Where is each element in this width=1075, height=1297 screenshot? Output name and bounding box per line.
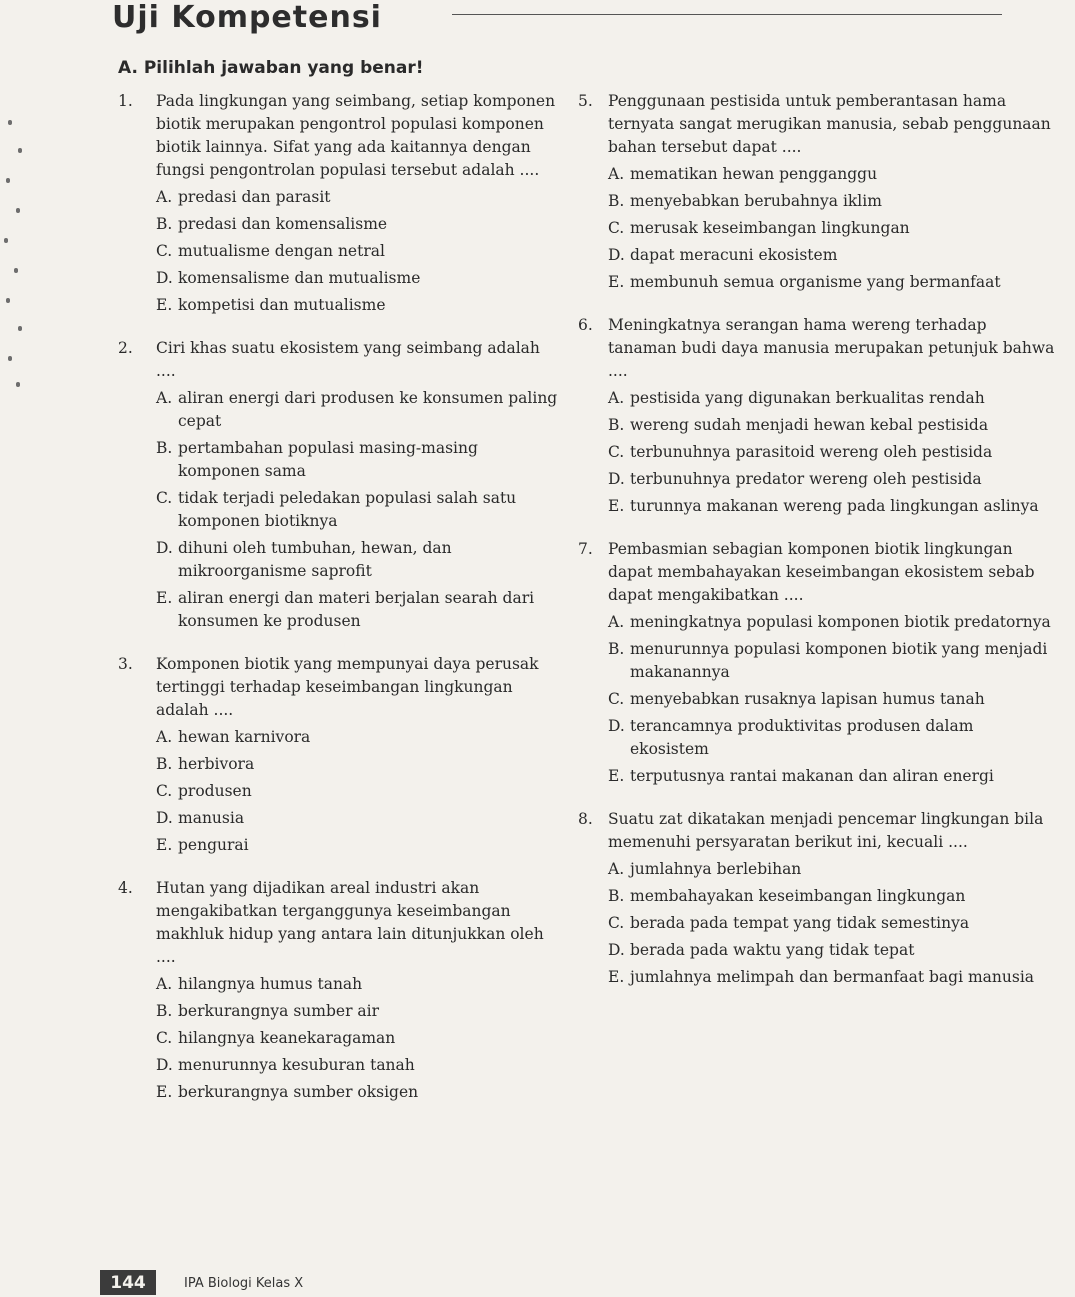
option-letter: D. (608, 470, 625, 488)
option-a (118, 973, 558, 996)
option-b (118, 213, 558, 236)
option-text: mematikan hewan pengganggu (630, 165, 878, 183)
question-number: 8. (578, 810, 593, 828)
option-d (118, 537, 558, 583)
option-c (118, 487, 558, 533)
option-text: terbunuhnya predator wereng oleh pestisida (630, 470, 982, 488)
option-text: membahayakan keseimbangan lingkungan (630, 887, 966, 905)
title-rule (452, 14, 1002, 15)
option-e (118, 587, 558, 633)
option-letter: B. (608, 192, 625, 210)
option-letter: B. (608, 887, 625, 905)
question-2 (118, 337, 558, 633)
option-letter: A. (608, 613, 625, 631)
option-text: mutualisme dengan netral (178, 242, 385, 260)
question-stem (118, 653, 558, 722)
option-text: manusia (178, 809, 245, 827)
option-d (578, 715, 1056, 761)
option-letter: B. (156, 439, 173, 457)
option-a (578, 611, 1056, 634)
option-text: pertambahan populasi masing-masing komponen sama (178, 439, 478, 480)
option-text: aliran energi dari produsen ke konsumen paling cepat (178, 389, 558, 430)
option-c (578, 688, 1056, 711)
page-footer (100, 1270, 500, 1295)
question-text: Pada lingkungan yang seimbang, setiap komponen biotik merupakan pengontrol populasi komponen biotik lainnya. Sifat yang ada kaitannya dengan fungsi pengontrolan populasi tersebut adalah .... (156, 92, 556, 179)
option-letter: B. (156, 1002, 173, 1020)
option-b (578, 190, 1056, 213)
option-letter: E. (156, 589, 173, 607)
option-d (118, 1054, 558, 1077)
option-c (118, 240, 558, 263)
page-title: Uji Kompetensi (112, 0, 382, 35)
option-text: pengurai (178, 836, 249, 854)
option-c (578, 217, 1056, 240)
question-number: 7. (578, 540, 593, 558)
option-b (118, 437, 558, 483)
option-a (118, 186, 558, 209)
option-text: terputusnya rantai makanan dan aliran energi (630, 767, 994, 785)
option-a (118, 726, 558, 749)
option-letter: A. (156, 389, 173, 407)
option-text: hilangnya keanekaragaman (178, 1029, 396, 1047)
question-stem (118, 90, 558, 182)
option-text: berkurangnya sumber air (178, 1002, 380, 1020)
option-text: dapat meracuni ekosistem (630, 246, 838, 264)
option-letter: C. (608, 914, 625, 932)
question-text: Suatu zat dikatakan menjadi pencemar lingkungan bila memenuhi persyaratan berikut ini, kecuali .... (608, 810, 1044, 851)
question-text: Hutan yang dijadikan areal industri akan mengakibatkan terganggunya keseimbangan makhluk hidup yang antara lain ditunjukkan oleh .... (156, 879, 544, 966)
option-text: merusak keseimbangan lingkungan (630, 219, 910, 237)
option-e (118, 834, 558, 857)
section-heading: A. Pilihlah jawaban yang benar! (118, 58, 424, 78)
option-letter: C. (608, 219, 625, 237)
option-text: aliran energi dan materi berjalan searah dari konsumen ke produsen (178, 589, 535, 630)
option-letter: A. (156, 728, 173, 746)
option-b (578, 885, 1056, 908)
option-text: wereng sudah menjadi hewan kebal pestisida (630, 416, 989, 434)
option-letter: D. (156, 539, 173, 557)
option-letter: B. (156, 755, 173, 773)
option-letter: C. (156, 489, 173, 507)
option-b (118, 753, 558, 776)
question-text: Pembasmian sebagian komponen biotik lingkungan dapat membahayakan keseimbangan ekosistem sebab dapat mengakibatkan .... (608, 540, 1035, 604)
option-e (578, 966, 1056, 989)
option-letter: A. (608, 389, 625, 407)
option-letter: D. (608, 246, 625, 264)
option-text: predasi dan parasit (178, 188, 331, 206)
question-5 (578, 90, 1056, 294)
option-text: menurunnya populasi komponen biotik yang menjadi makanannya (630, 640, 1048, 681)
question-3 (118, 653, 558, 857)
question-text: Ciri khas suatu ekosistem yang seimbang adalah .... (156, 339, 540, 380)
page-number: 144 (100, 1270, 156, 1295)
option-text: produsen (178, 782, 252, 800)
option-text: membunuh semua organisme yang bermanfaat (630, 273, 1001, 291)
right-column (578, 90, 1056, 1009)
option-letter: A. (608, 860, 625, 878)
option-text: herbivora (178, 755, 255, 773)
option-letter: E. (608, 497, 625, 515)
option-e (578, 765, 1056, 788)
question-text: Meningkatnya serangan hama wereng terhadap tanaman budi daya manusia merupakan petunjuk bahwa .... (608, 316, 1055, 380)
option-c (578, 912, 1056, 935)
option-letter: E. (156, 836, 173, 854)
question-text: Penggunaan pestisida untuk pemberantasan hama ternyata sangat merugikan manusia, sebab penggunaan bahan tersebut dapat .... (608, 92, 1051, 156)
option-letter: D. (608, 941, 625, 959)
question-1 (118, 90, 558, 317)
option-text: menyebabkan rusaknya lapisan humus tanah (630, 690, 985, 708)
option-letter: C. (608, 690, 625, 708)
question-text: Komponen biotik yang mempunyai daya perusak tertinggi terhadap keseimbangan lingkungan adalah .... (156, 655, 539, 719)
question-number: 6. (578, 316, 593, 334)
option-text: menurunnya kesuburan tanah (178, 1056, 415, 1074)
option-text: jumlahnya melimpah dan bermanfaat bagi manusia (630, 968, 1035, 986)
option-text: terbunuhnya parasitoid wereng oleh pestisida (630, 443, 993, 461)
option-a (578, 858, 1056, 881)
option-letter: B. (608, 416, 625, 434)
question-stem (578, 808, 1056, 854)
option-text: pestisida yang digunakan berkualitas rendah (630, 389, 985, 407)
page-header (112, 0, 1002, 48)
question-stem (118, 337, 558, 383)
question-8 (578, 808, 1056, 989)
option-b (118, 1000, 558, 1023)
question-number: 4. (118, 879, 133, 897)
option-letter: D. (156, 269, 173, 287)
option-a (578, 387, 1056, 410)
question-6 (578, 314, 1056, 518)
left-column (118, 90, 558, 1124)
option-letter: E. (608, 767, 625, 785)
option-text: tidak terjadi peledakan populasi salah satu komponen biotiknya (178, 489, 517, 530)
option-text: jumlahnya berlebihan (630, 860, 802, 878)
option-e (118, 294, 558, 317)
book-title: IPA Biologi Kelas X (184, 1276, 304, 1291)
question-number: 2. (118, 339, 133, 357)
option-text: meningkatnya populasi komponen biotik predatornya (630, 613, 1051, 631)
option-text: terancamnya produktivitas produsen dalam ekosistem (630, 717, 974, 758)
option-letter: D. (156, 1056, 173, 1074)
option-c (118, 780, 558, 803)
question-stem (578, 538, 1056, 607)
option-text: berada pada tempat yang tidak semestinya (630, 914, 970, 932)
option-letter: A. (608, 165, 625, 183)
option-text: turunnya makanan wereng pada lingkungan aslinya (630, 497, 1039, 515)
option-d (578, 468, 1056, 491)
option-text: hewan karnivora (178, 728, 311, 746)
option-letter: C. (608, 443, 625, 461)
question-stem (118, 877, 558, 969)
option-d (118, 267, 558, 290)
option-a (118, 387, 558, 433)
option-e (578, 495, 1056, 518)
option-text: dihuni oleh tumbuhan, hewan, dan mikroorganisme saprofit (178, 539, 452, 580)
question-7 (578, 538, 1056, 788)
option-letter: C. (156, 782, 173, 800)
option-d (118, 807, 558, 830)
option-c (118, 1027, 558, 1050)
option-text: komensalisme dan mutualisme (178, 269, 421, 287)
question-4 (118, 877, 558, 1104)
option-a (578, 163, 1056, 186)
question-number: 5. (578, 92, 593, 110)
option-letter: D. (608, 717, 625, 735)
option-b (578, 414, 1056, 437)
question-stem (578, 90, 1056, 159)
option-letter: B. (156, 215, 173, 233)
option-text: kompetisi dan mutualisme (178, 296, 386, 314)
question-number: 3. (118, 655, 133, 673)
option-text: berkurangnya sumber oksigen (178, 1083, 419, 1101)
option-b (578, 638, 1056, 684)
option-letter: E. (156, 296, 173, 314)
option-text: hilangnya humus tanah (178, 975, 363, 993)
option-c (578, 441, 1056, 464)
option-letter: E. (608, 968, 625, 986)
option-letter: B. (608, 640, 625, 658)
question-number: 1. (118, 92, 133, 110)
option-letter: A. (156, 188, 173, 206)
option-text: predasi dan komensalisme (178, 215, 388, 233)
option-letter: E. (608, 273, 625, 291)
option-e (578, 271, 1056, 294)
option-letter: A. (156, 975, 173, 993)
option-letter: D. (156, 809, 173, 827)
option-e (118, 1081, 558, 1104)
option-letter: C. (156, 242, 173, 260)
option-letter: E. (156, 1083, 173, 1101)
margin-dots (0, 120, 30, 420)
option-letter: C. (156, 1029, 173, 1047)
option-text: menyebabkan berubahnya iklim (630, 192, 882, 210)
option-d (578, 939, 1056, 962)
question-stem (578, 314, 1056, 383)
option-text: berada pada waktu yang tidak tepat (630, 941, 915, 959)
option-d (578, 244, 1056, 267)
